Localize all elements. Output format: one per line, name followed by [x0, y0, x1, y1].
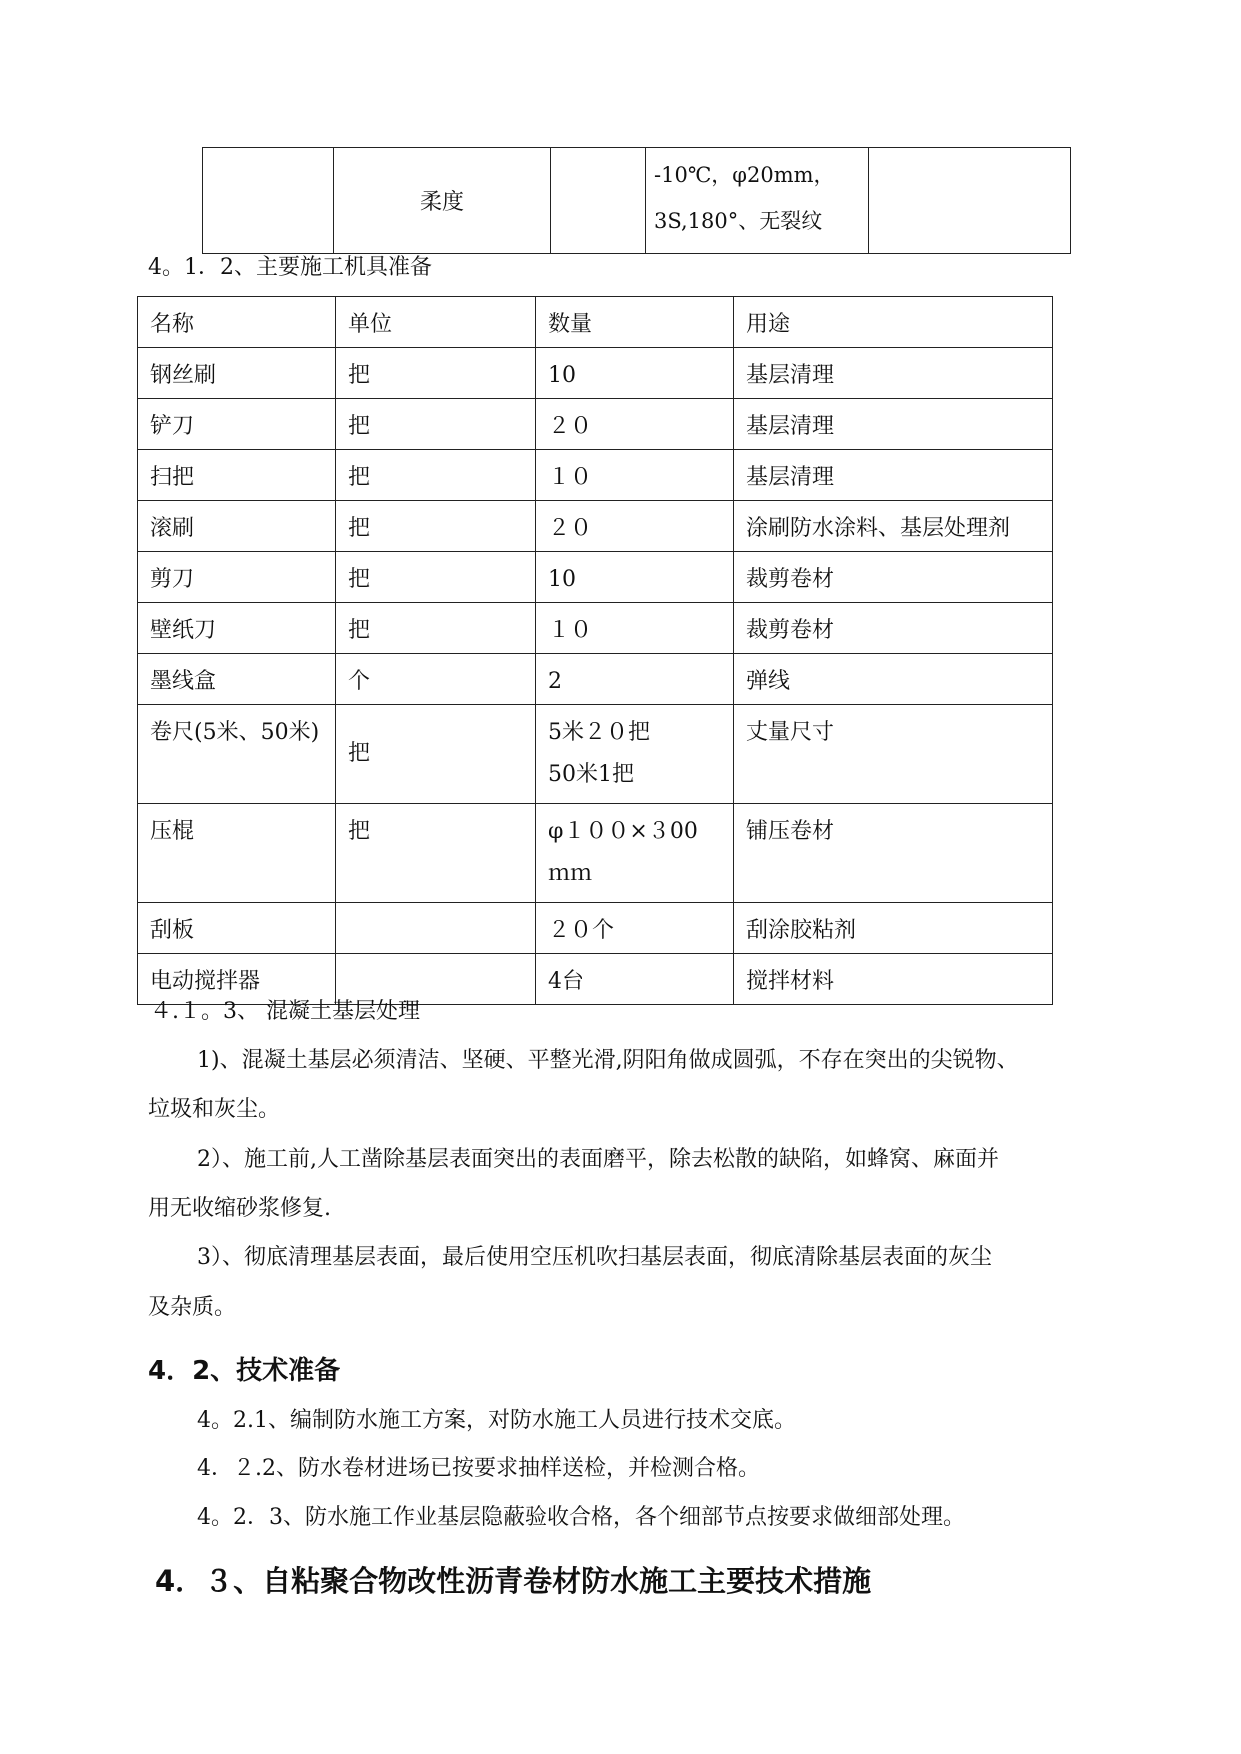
table-row — [203, 148, 1071, 254]
tool-name: 钢丝刷 — [138, 348, 336, 399]
list-item: 4．２.2、防水卷材进场已按要求抽样送检，并检测合格。 — [197, 1456, 760, 1481]
qty-line: ｍｍ — [548, 861, 593, 886]
section-heading-4-3: 4．３、自粘聚合物改性沥青卷材防水施工主要技术措施 — [155, 1564, 872, 1598]
tool-name: 剪刀 — [138, 552, 336, 603]
tool-name: 压棍 — [138, 804, 336, 903]
table-row — [138, 705, 1053, 804]
spec-line: -10℃，φ20mm， — [654, 163, 835, 187]
section-heading-4-1-3: ４.１。3、 混凝土基层处理 — [150, 999, 420, 1024]
property-label: 柔度 — [334, 148, 551, 254]
list-item: 4。2.1、编制防水施工方案，对防水施工人员进行技术交底。 — [197, 1408, 796, 1433]
tool-use: 涂刷防水涂料、基层处理剂 — [734, 501, 1053, 552]
tool-name: 电动搅拌器 — [138, 954, 336, 1005]
table-cell — [551, 148, 646, 254]
qty-line: 5米２０把 — [548, 720, 650, 745]
list-item: 4。2．3、防水施工作业基层隐蔽验收合格，各个细部节点按要求做细部处理。 — [197, 1505, 965, 1530]
table-row — [138, 903, 1053, 954]
table-row — [138, 399, 1053, 450]
tool-name: 刮板 — [138, 903, 336, 954]
tool-qty: 10 — [536, 552, 734, 603]
tool-unit: 把 — [336, 501, 536, 552]
header-qty: 数量 — [536, 297, 734, 348]
tool-unit: 把 — [336, 399, 536, 450]
property-table-fragment — [202, 147, 1071, 254]
tool-use: 铺压卷材 — [734, 804, 1053, 903]
header-name: 名称 — [138, 297, 336, 348]
tool-name: 壁纸刀 — [138, 603, 336, 654]
section-heading-4-1-2: 4。1．2、主要施工机具准备 — [148, 255, 432, 280]
tool-name: 扫把 — [138, 450, 336, 501]
paragraph-line: 2）、施工前,人工凿除基层表面突出的表面磨平，除去松散的缺陷，如蜂窝、麻面并 — [197, 1147, 999, 1172]
tool-unit: 把 — [336, 552, 536, 603]
paragraph-line: 及杂质。 — [148, 1295, 237, 1320]
tool-qty — [536, 804, 734, 903]
qty-line: 50米1把 — [548, 762, 634, 787]
tool-unit: 把 — [336, 603, 536, 654]
paragraph-line: 用无收缩砂浆修复. — [148, 1196, 331, 1221]
tool-qty: 2 — [536, 654, 734, 705]
table-cell — [869, 148, 1071, 254]
table-row — [138, 501, 1053, 552]
tool-use: 裁剪卷材 — [734, 552, 1053, 603]
tools-table — [137, 296, 1053, 1005]
paragraph-line: 1)、混凝土基层必须清洁、坚硬、平整光滑,阴阳角做成圆弧，不存在突出的尖锐物、 — [197, 1048, 1019, 1073]
table-cell — [203, 148, 334, 254]
tool-use: 搅拌材料 — [734, 954, 1053, 1005]
table-row — [138, 552, 1053, 603]
tool-qty: １０ — [536, 450, 734, 501]
tool-use: 基层清理 — [734, 348, 1053, 399]
tool-unit: 把 — [336, 705, 536, 804]
tool-unit: 把 — [336, 450, 536, 501]
tool-name: 卷尺(5米、50米) — [138, 705, 336, 804]
tool-name: 滚刷 — [138, 501, 336, 552]
paragraph-line: 垃圾和灰尘。 — [148, 1097, 281, 1122]
tool-qty: ２０个 — [536, 903, 734, 954]
tool-qty: 4台 — [536, 954, 734, 1005]
header-unit: 单位 — [336, 297, 536, 348]
tool-name: 铲刀 — [138, 399, 336, 450]
spec-line: 3S,180°、无裂纹 — [654, 209, 823, 233]
tool-qty: ２０ — [536, 399, 734, 450]
qty-line: φ１００×３00 — [548, 819, 698, 844]
table-row — [138, 603, 1053, 654]
tool-use: 刮涂胶粘剂 — [734, 903, 1053, 954]
tool-use: 弹线 — [734, 654, 1053, 705]
tool-unit — [336, 903, 536, 954]
tool-use: 基层清理 — [734, 450, 1053, 501]
property-spec — [646, 148, 869, 254]
table-header-row — [138, 297, 1053, 348]
tool-use: 丈量尺寸 — [734, 705, 1053, 804]
tool-qty: 10 — [536, 348, 734, 399]
header-use: 用途 — [734, 297, 1053, 348]
tool-unit: 个 — [336, 654, 536, 705]
section-heading-4-2: 4．2、技术准备 — [148, 1356, 341, 1386]
tool-use: 基层清理 — [734, 399, 1053, 450]
tool-qty: １０ — [536, 603, 734, 654]
tool-use: 裁剪卷材 — [734, 603, 1053, 654]
tool-qty: ２０ — [536, 501, 734, 552]
table-row — [138, 804, 1053, 903]
tool-qty — [536, 705, 734, 804]
tool-unit: 把 — [336, 348, 536, 399]
tool-name: 墨线盒 — [138, 654, 336, 705]
tool-unit: 把 — [336, 804, 536, 903]
table-row — [138, 450, 1053, 501]
table-row — [138, 348, 1053, 399]
paragraph-line: 3）、彻底清理基层表面，最后使用空压机吹扫基层表面，彻底清除基层表面的灰尘 — [197, 1245, 992, 1270]
table-row — [138, 654, 1053, 705]
